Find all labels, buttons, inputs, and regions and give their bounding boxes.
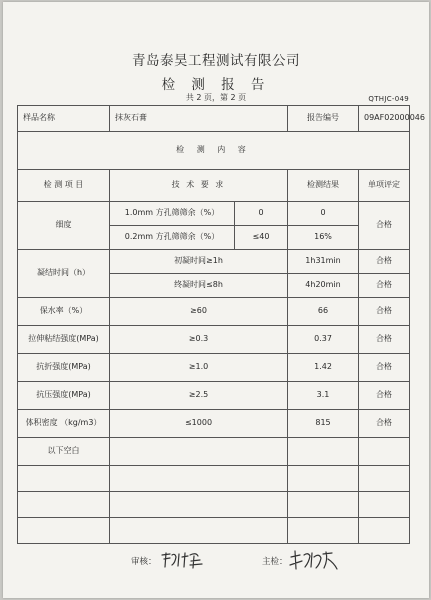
row-item: 抗折强度(MPa): [18, 354, 110, 382]
setting-result-1: 1h31min: [288, 250, 359, 274]
fineness-row-1: [18, 202, 410, 226]
row-judgement: 合格: [359, 410, 410, 438]
table-row: [18, 410, 410, 438]
empty-row: [18, 466, 410, 492]
row-result: 815: [288, 410, 359, 438]
fineness-sub-2: 0.2mm 方孔筛筛余（%）: [110, 226, 235, 250]
blank-note: 以下空白: [18, 438, 110, 466]
reviewer-label: 审核：: [131, 557, 157, 567]
row-item: 拉伸粘结强度(MPa): [18, 326, 110, 354]
header-result: 检测结果: [288, 170, 359, 202]
header-item: 检 测 项 目: [18, 170, 110, 202]
row-requirement: ≥2.5: [110, 382, 288, 410]
form-code: QTHJC-049: [368, 95, 409, 103]
setting-result-2: 4h20min: [288, 274, 359, 298]
empty-row: [18, 492, 410, 518]
setting-judgement-2: 合格: [359, 274, 410, 298]
row-result: 66: [288, 298, 359, 326]
chief-signature: [288, 547, 340, 573]
setting-judgement-1: 合格: [359, 250, 410, 274]
row-item: 体积密度 （kg/m3）: [18, 410, 110, 438]
table-row: [18, 382, 410, 410]
table-row: [18, 326, 410, 354]
header-judgement: 单项评定: [359, 170, 410, 202]
row-requirement: ≥0.3: [110, 326, 288, 354]
sample-name-value: 抹灰石膏: [110, 106, 288, 132]
row-requirement: ≤1000: [110, 410, 288, 438]
row-judgement: 合格: [359, 382, 410, 410]
fineness-result-1: 0: [288, 202, 359, 226]
column-header-row: [18, 170, 410, 202]
row-judgement: 合格: [359, 326, 410, 354]
test-results-table: [17, 105, 425, 544]
row-requirement: ≥1.0: [110, 354, 288, 382]
fineness-req-2: ≤40: [235, 226, 288, 250]
sample-info-row: [18, 106, 410, 132]
blank-note-row: [18, 438, 410, 466]
reviewer-signature: [160, 549, 206, 571]
row-result: 0.37: [288, 326, 359, 354]
setting-req-1: 初凝时间≥1h: [110, 250, 288, 274]
company-name: 青岛泰昊工程测试有限公司: [132, 53, 300, 69]
table-row: [18, 298, 410, 326]
row-item: 保水率（%）: [18, 298, 110, 326]
report-title: 检 测 报 告: [161, 77, 271, 93]
sample-name-label: 样品名称: [18, 106, 110, 132]
fineness-result-2: 16%: [288, 226, 359, 250]
table-row: [18, 354, 410, 382]
section-title-row: [18, 132, 410, 170]
setting-row-1: [18, 250, 410, 274]
row-result: 3.1: [288, 382, 359, 410]
header-requirement: 技 术 要 求: [110, 170, 288, 202]
fineness-judgement: 合格: [359, 202, 410, 250]
setting-label: 凝结时间（h）: [18, 250, 110, 298]
fineness-label: 细度: [18, 202, 110, 250]
setting-req-2: 终凝时间≤8h: [110, 274, 288, 298]
row-judgement: 合格: [359, 354, 410, 382]
chief-label: 主检：: [262, 557, 288, 567]
fineness-sub-1: 1.0mm 方孔筛筛余（%）: [110, 202, 235, 226]
section-title: 检 测 内 容: [18, 132, 410, 170]
row-result: 1.42: [288, 354, 359, 382]
row-judgement: 合格: [359, 298, 410, 326]
fineness-req-1: 0: [235, 202, 288, 226]
report-number-value: 09AF02000046: [359, 106, 410, 132]
empty-row: [18, 518, 410, 544]
row-requirement: ≥60: [110, 298, 288, 326]
row-item: 抗压强度(MPa): [18, 382, 110, 410]
report-number-label: 报告编号: [288, 106, 359, 132]
page-info: 共 2 页，第 2 页: [185, 93, 247, 102]
